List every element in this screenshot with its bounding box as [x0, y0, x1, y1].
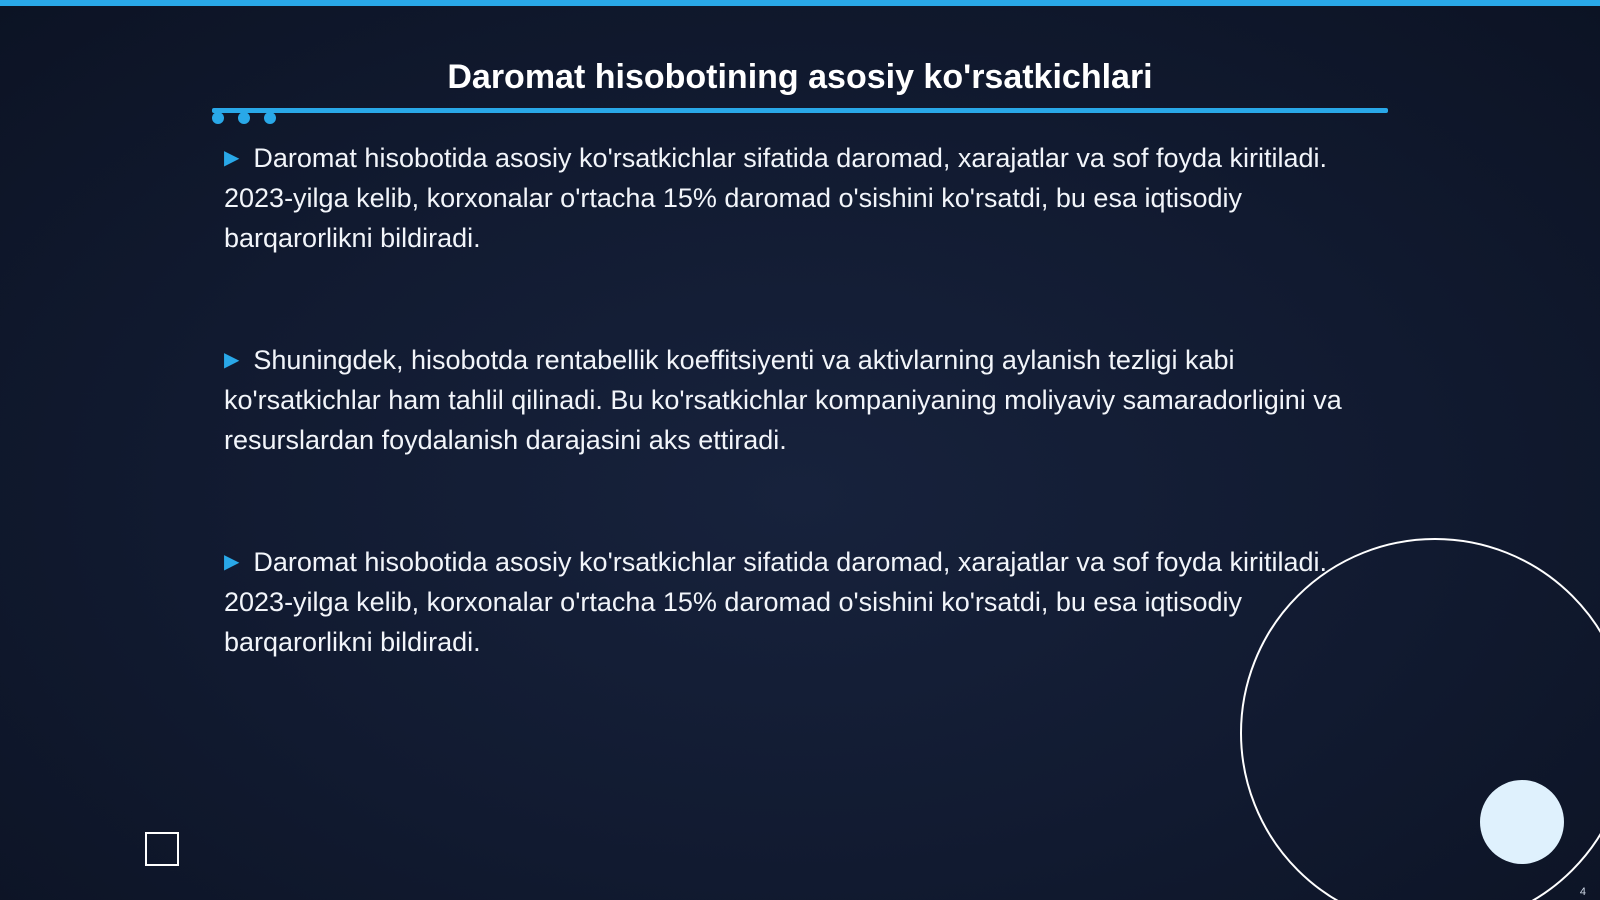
square-outline-icon — [145, 832, 179, 866]
page-number: 4 — [1579, 886, 1586, 898]
bullet-text: Daromat hisobotida asosiy ko'rsatkichlar sifatida daromad, xarajatlar va sof foyda kiritiladi. 2023-yilga kelib, korxonalar o'rtacha 15% daromad o'sishini ko'rsatdi, bu esa iqtisodiy barqarorlikni bildiradi. — [224, 547, 1328, 657]
underline-dot — [264, 112, 276, 124]
bullet-list — [224, 138, 1390, 744]
slide-title: Daromat hisobotining asosiy ko'rsatkichlari — [447, 58, 1153, 96]
play-triangle-icon: ▶ — [224, 349, 240, 371]
bullet-text: Shuningdek, hisobotda rentabellik koeffitsiyenti va aktivlarning aylanish tezligi kabi ko'rsatkichlar ham tahlil qilinadi. Bu ko'rsatkichlar kompaniyaning moliyaviy samaradorligini va resurslardan foydalanish darajasini aks ettiradi. — [224, 345, 1342, 455]
bullet-item — [224, 138, 1390, 258]
underline-dot — [212, 112, 224, 124]
underline-dot — [238, 112, 250, 124]
top-accent-bar — [0, 0, 1600, 6]
bullet-item — [224, 340, 1390, 460]
play-triangle-icon: ▶ — [224, 147, 240, 169]
bullet-text: Daromat hisobotida asosiy ko'rsatkichlar sifatida daromad, xarajatlar va sof foyda kiritiladi. 2023-yilga kelib, korxonalar o'rtacha 15% daromad o'sishini ko'rsatdi, bu esa iqtisodiy barqarorlikni bildiradi. — [224, 143, 1328, 253]
bullet-item — [224, 542, 1390, 662]
title-underline — [212, 108, 1388, 113]
decorative-circle — [1480, 780, 1564, 864]
play-triangle-icon: ▶ — [224, 551, 240, 573]
